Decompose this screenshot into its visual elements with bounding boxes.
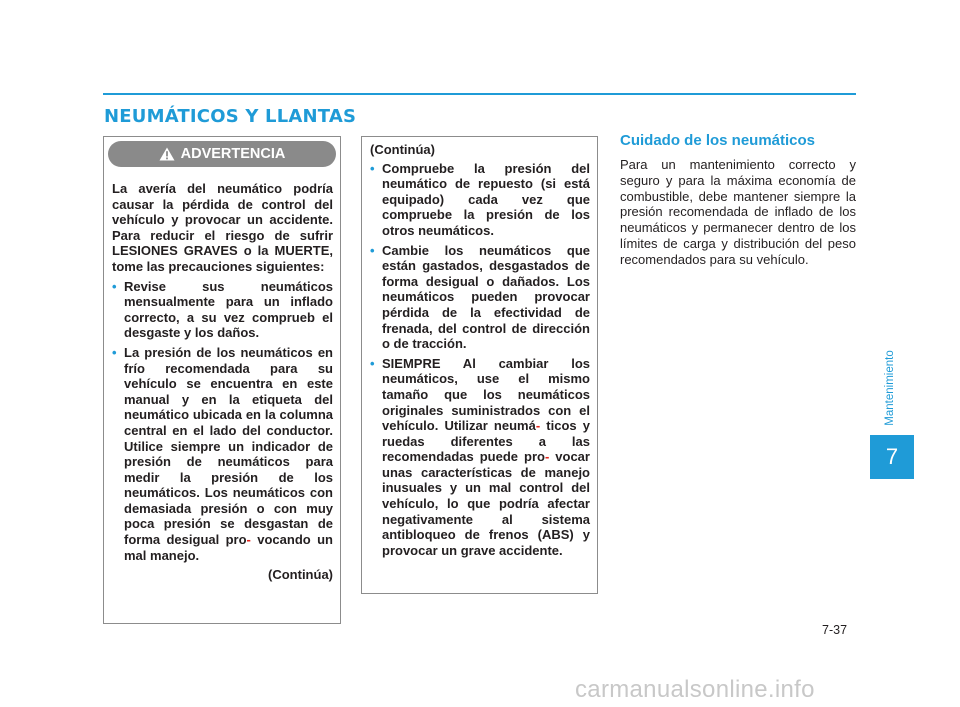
bullet-text-continuation: vocando un mal manejo. bbox=[124, 532, 333, 563]
watermark: carmanualsonline.info bbox=[575, 676, 815, 703]
bullet-icon: • bbox=[370, 242, 375, 258]
bullet-text: ticos y ruedas diferentes a las recomendadas puede pro bbox=[382, 418, 590, 465]
continued-list bbox=[370, 161, 590, 559]
tire-care-title: Cuidado de los neumáticos bbox=[620, 132, 816, 149]
page-number: 7-37 bbox=[822, 623, 848, 637]
warning-triangle-icon bbox=[159, 147, 175, 161]
bullet-icon: • bbox=[112, 344, 117, 360]
continued-label: (Continúa) bbox=[268, 567, 333, 583]
warning-intro: La avería del neumático podría causar la pérdida de control del vehículo y provocar un accidente. Para reducir el riesgo de sufrir LESIONES GRAVES o la MUERTE, tome las precauciones siguientes: bbox=[112, 181, 333, 274]
chapter-side-label-text: Mantenimiento bbox=[884, 349, 896, 426]
bullet-text: Revise sus neumáticos mensualmente para un inflado correcto, a su vez comprueb el desgaste y los daños. bbox=[124, 278, 333, 341]
list-item bbox=[370, 161, 590, 239]
hyphen-mark: - bbox=[544, 449, 550, 465]
continued-header: (Continúa) bbox=[370, 142, 435, 157]
chapter-tab: 7 bbox=[870, 435, 914, 479]
continued-warning-box bbox=[361, 136, 598, 594]
bullet-text: La presión de los neumáticos en frío recomendada para su vehículo se encuentra en este manual y en la etiqueta del neumático ubicada en la columna central en el lado del conductor. Utilice siempre un indicador de presión de neumáticos para medir la presión de los neumáticos. Los neumáticos con demasiada presión o con muy poca presión se desgastan de forma desigual pro bbox=[124, 344, 333, 548]
list-item bbox=[370, 356, 590, 559]
warning-box bbox=[103, 136, 341, 624]
bullet-icon: • bbox=[370, 160, 375, 176]
bullet-text: Cambie los neumáticos que están gastados, desgastados de forma desigual o dañados. Los neumáticos pueden provocar pérdida de la efectividad de frenada, del control de dirección o de tracción. bbox=[382, 242, 590, 352]
list-item bbox=[370, 243, 590, 352]
list-item bbox=[112, 345, 333, 563]
hyphen-mark: - bbox=[535, 418, 541, 434]
tire-care-body: Para un mantenimiento correcto y seguro y para la máxima economía de combustible, debe mantener siempre la presión recomendada de inflado de los neumáticos y permanecer dentro de los límites de carga y distribución del peso recomendados para su vehículo. bbox=[620, 157, 856, 267]
warning-header-label: ADVERTENCIA bbox=[180, 146, 286, 162]
bullet-icon: • bbox=[112, 278, 117, 294]
bullet-text: SIEMPRE Al cambiar los neumáticos, use el mismo tamaño que los neumáticos originales suministrados con el vehículo. Utilizar neumá bbox=[382, 355, 590, 434]
hyphen-mark: - bbox=[246, 532, 251, 548]
warning-header bbox=[108, 141, 336, 167]
list-item bbox=[112, 279, 333, 341]
bullet-text: vocar unas características de manejo inusuales y un mal control del vehículo, lo que podría afectar negativamente al sistema antibloqueo de frenos (ABS) y provocar un grave accidente. bbox=[382, 449, 590, 558]
warning-list bbox=[112, 279, 333, 564]
bullet-icon: • bbox=[370, 355, 375, 371]
section-title: NEUMÁTICOS Y LLANTAS bbox=[104, 106, 357, 127]
top-rule bbox=[103, 93, 856, 95]
chapter-side-label bbox=[870, 340, 910, 435]
bullet-text: Compruebe la presión del neumático de repuesto (si está equipado) cada vez que compruebe la presión de los otros neumáticos. bbox=[382, 160, 590, 238]
tire-care-section bbox=[620, 132, 856, 268]
